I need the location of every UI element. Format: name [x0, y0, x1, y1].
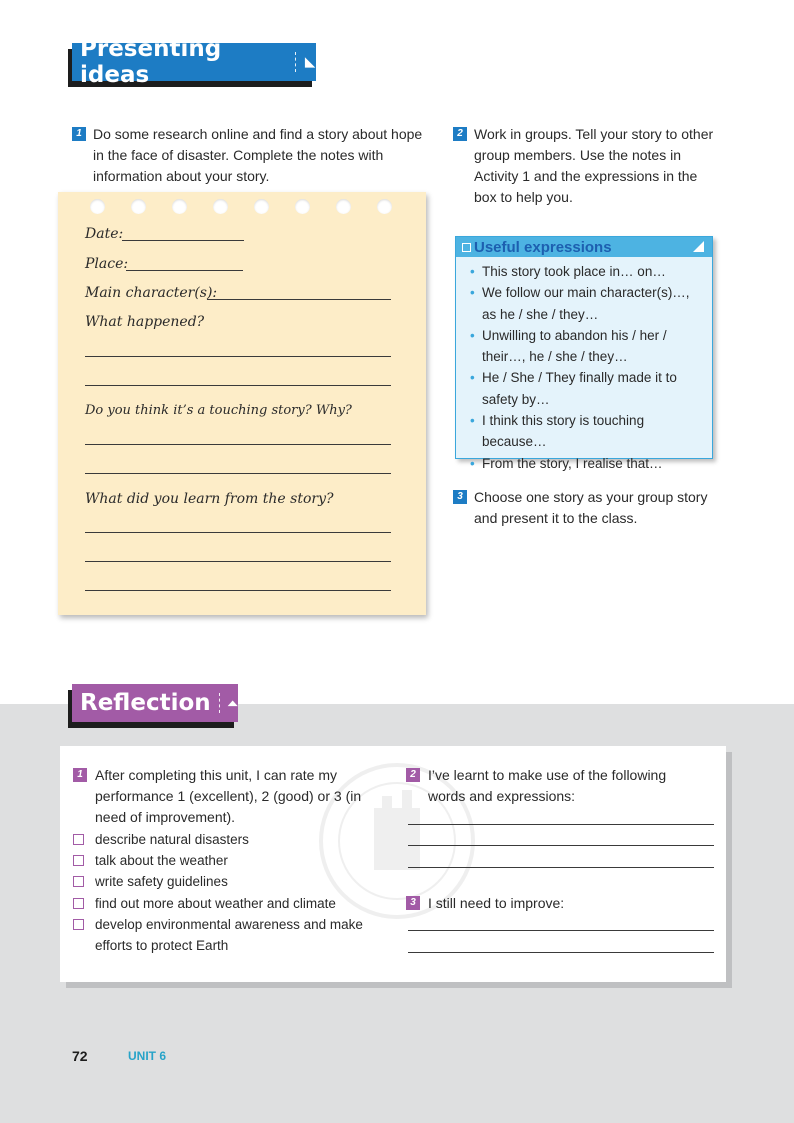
checklist-item: [73, 914, 373, 956]
unit-label: UNIT 6: [128, 1049, 167, 1063]
rating-checkbox[interactable]: [73, 919, 84, 930]
date-label: Date:: [85, 226, 124, 242]
reflection-banner: [72, 684, 238, 722]
expression-item: • This story took place in… on…: [470, 261, 702, 282]
checklist-item-text: talk about the weather: [95, 853, 228, 869]
activity-2-number: 2: [453, 127, 467, 141]
activity-1-number: 1: [72, 127, 86, 141]
answer-line[interactable]: [85, 473, 391, 474]
binder-hole: [213, 199, 228, 214]
rating-checkbox[interactable]: [73, 855, 84, 866]
banner-separator: [219, 693, 220, 713]
checklist-item-text: write safety guidelines: [95, 874, 228, 890]
up-triangle-icon: [227, 697, 238, 709]
answer-line[interactable]: [408, 952, 714, 953]
binder-hole: [172, 199, 187, 214]
binder-hole: [90, 199, 105, 214]
expressions-list: [456, 257, 712, 474]
what-happened-label: What happened?: [85, 314, 205, 330]
place-label: Place:: [85, 256, 129, 272]
useful-expressions-title: Useful expressions: [474, 238, 612, 256]
reflection-item-3: [406, 893, 706, 914]
useful-expressions-header: [456, 237, 712, 257]
binder-hole: [254, 199, 269, 214]
rating-checkbox[interactable]: [73, 834, 84, 845]
answer-line[interactable]: [85, 385, 391, 386]
answer-line[interactable]: [85, 356, 391, 357]
activity-3-number: 3: [453, 490, 467, 504]
expression-item: • We follow our main character(s)…, as he / she / they…: [470, 282, 702, 325]
rating-checkbox[interactable]: [73, 898, 84, 909]
corner-triangle-icon: [693, 241, 704, 252]
binder-hole: [295, 199, 310, 214]
activity-3: [453, 487, 723, 529]
checklist-item: [73, 871, 373, 892]
reflection-1-number: 1: [73, 768, 87, 782]
banner-separator: [295, 52, 296, 72]
presenting-ideas-title: Presenting ideas: [80, 36, 222, 88]
expression-item: • Unwilling to abandon his / her / their…, he / she / they…: [470, 325, 702, 368]
date-answer-line[interactable]: [122, 240, 244, 241]
banner-fill: [72, 684, 238, 722]
touching-story-label: Do you think it’s a touching story? Why?: [85, 403, 352, 418]
reflection-item-2: [406, 765, 706, 807]
banner-fill: [72, 36, 316, 88]
activity-2: [453, 124, 723, 208]
story-notes-paper: [58, 192, 426, 615]
page-number: 72: [72, 1048, 88, 1064]
answer-line[interactable]: [408, 845, 714, 846]
binder-hole: [377, 199, 392, 214]
self-rating-checklist: [73, 829, 373, 956]
activity-1-text: Do some research online and find a story about hope in the face of disaster. Complete the notes with information about your story.: [93, 126, 423, 184]
square-icon: [462, 243, 471, 252]
answer-line[interactable]: [85, 590, 391, 591]
reflection-2-text: I’ve learnt to make use of the following words and expressions:: [428, 767, 667, 804]
corner-triangle-icon: [303, 55, 316, 69]
checklist-item: [73, 893, 373, 914]
binder-holes: [90, 199, 392, 214]
binder-hole: [131, 199, 146, 214]
activity-3-text: Choose one story as your group story and present it to the class.: [474, 489, 708, 526]
answer-line[interactable]: [408, 824, 714, 825]
answer-line[interactable]: [408, 867, 714, 868]
rating-checkbox[interactable]: [73, 876, 84, 887]
place-answer-line[interactable]: [126, 270, 243, 271]
answer-line[interactable]: [85, 561, 391, 562]
expression-item: • From the story, I realise that…: [470, 453, 702, 474]
checklist-item: [73, 829, 373, 850]
reflection-item-1: [73, 765, 373, 828]
presenting-ideas-banner: [72, 36, 316, 88]
useful-expressions-box: [455, 236, 713, 471]
reflection-2-number: 2: [406, 768, 420, 782]
main-character-label: Main character(s):: [85, 285, 218, 301]
reflection-1-text: After completing this unit, I can rate my performance 1 (excellent), 2 (good) or 3 (in need of improvement).: [95, 767, 362, 825]
activity-2-text: Work in groups. Tell your story to other group members. Use the notes in Activity 1 and the expressions in the box to help you.: [474, 126, 714, 205]
answer-line[interactable]: [85, 444, 391, 445]
checklist-item-text: develop environmental awareness and make efforts to protect Earth: [95, 916, 363, 954]
checklist-item-text: describe natural disasters: [95, 832, 249, 847]
expression-item: • He / She / They finally made it to safety by…: [470, 367, 702, 410]
checklist-item: [73, 850, 373, 871]
learn-from-story-label: What did you learn from the story?: [85, 491, 334, 507]
activity-1: [72, 124, 432, 187]
binder-hole: [336, 199, 351, 214]
checklist-item-text: find out more about weather and climate: [95, 895, 336, 911]
reflection-3-text: I still need to improve:: [428, 895, 565, 911]
answer-line[interactable]: [85, 532, 391, 533]
reflection-3-number: 3: [406, 896, 420, 910]
character-answer-line[interactable]: [207, 299, 391, 300]
answer-line[interactable]: [408, 930, 714, 931]
reflection-title: Reflection: [80, 690, 211, 716]
expression-item: • I think this story is touching because…: [470, 410, 702, 453]
